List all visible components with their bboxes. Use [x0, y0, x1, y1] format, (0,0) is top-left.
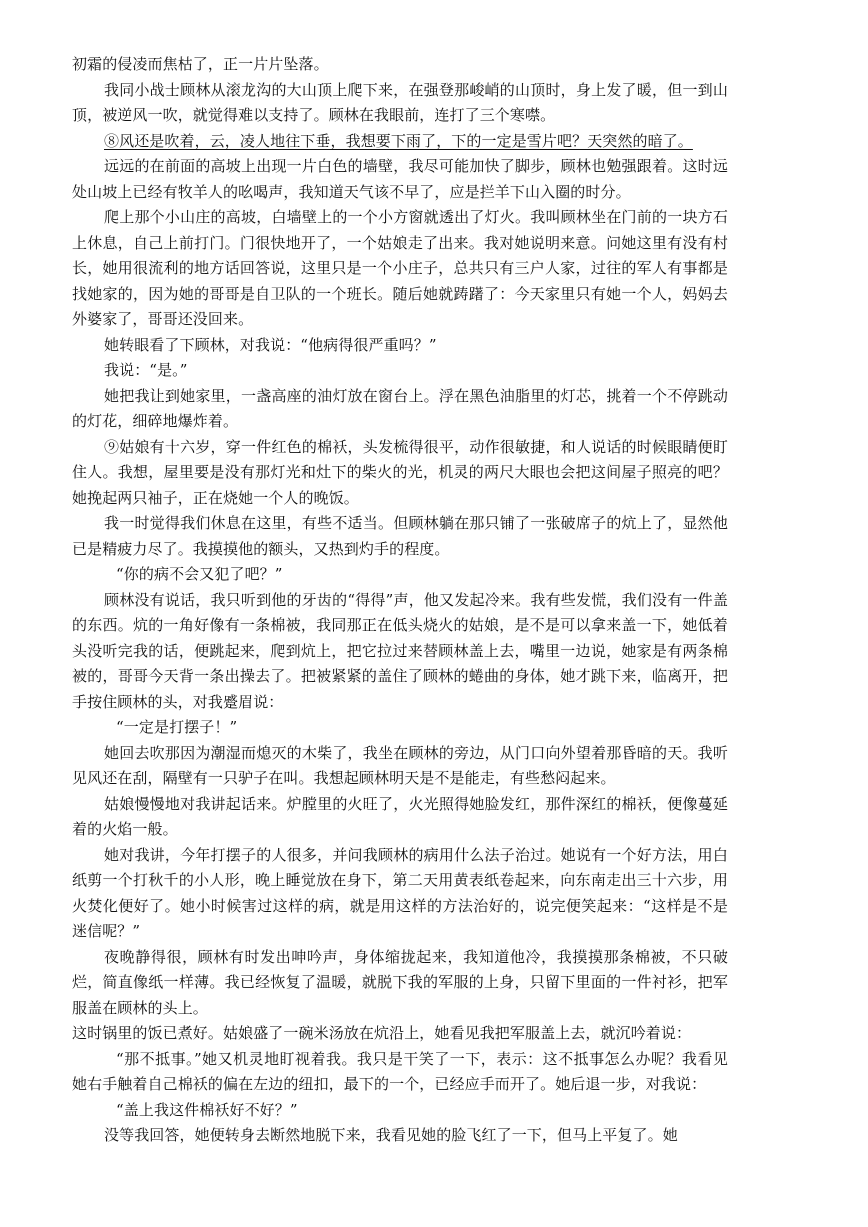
paragraph: 顾林没有说话，我只听到他的牙齿的“得得”声，他又发起冷来。我有些发慌，我们没有一件盖的东西。炕的一角好像有一条棉被，我同那正在低头烧火的姑娘，是不是可以拿来盖一下，她低着头没听完我的话，便跳起来，爬到炕上，把它拉过来替顾林盖上去，嘴里一边说，她家是有两条棉被的，哥哥今天背一条出操去了。把被紧紧的盖住了顾林的蜷曲的身体，她才跳下来，临离开，把手按住顾林的头，对我蹙眉说：: [72, 590, 728, 711]
dialogue-line: “盖上我这件棉袄好不好？”: [116, 1100, 298, 1119]
dialogue-line: “一定是打摆子！”: [116, 718, 238, 736]
paragraph: 没等我回答，她便转身去断然地脱下来，我看见她的脸飞红了一下，但马上平复了。她: [104, 1126, 678, 1144]
paragraph: “那不抵事。”她又机灵地盯视着我。我只是干笑了一下，表示：这不抵事怎么办呢？我看见她右手触着自己棉袄的偏在左边的纽扣，最下的一个，已经应手而开了。她后退一步，对我说：: [72, 1049, 728, 1093]
paragraph: 我同小战士顾林从滚龙沟的大山顶上爬下来，在强登那峻峭的山顶时，身上发了暖，但一到山顶，被逆风一吹，就觉得难以支持了。顾林在我眼前，连打了三个寒噤。: [72, 80, 728, 124]
paragraph: 我一时觉得我们休息在这里，有些不适当。但顾林躺在那只铺了一张破席子的炕上了，显然他已是精疲力尽了。我摸摸他的额头，又热到灼手的程度。: [72, 514, 728, 558]
paragraph: 远远的在前面的高坡上出现一片白色的墙壁，我尽可能加快了脚步，顾林也勉强跟着。这时远处山坡上已经有牧羊人的吆喝声，我知道天气该不早了，应是拦羊下山入圈的时分。: [72, 157, 728, 201]
paragraph: 她对我讲，今年打摆子的人很多，并问我顾林的病用什么法子治过。她说有一个好方法，用白纸剪一个打秋千的小人形，晚上睡觉放在身下，第二天用黄表纸卷起来，向东南走出三十六步，用火焚化便好了。她小时候害过这样的病，就是用这样的方法治好的，说完便笑起来：“这样是不是迷信呢？”: [72, 845, 728, 940]
paragraph: 她回去吹那因为潮湿而熄灭的木柴了，我坐在顾林的旁边，从门口向外望着那昏暗的天。我听见风还在刮，隔壁有一只驴子在叫。我想起顾林明天是不是能走，有些愁闷起来。: [72, 743, 728, 787]
paragraph: 我说：“是。”: [104, 361, 188, 379]
paragraph: 爬上那个小山庄的高坡，白墙壁上的一个小方窗就透出了灯火。我叫顾林坐在门前的一块方石上休息，自己上前打门。门很快地开了，一个姑娘走了出来。我对她说明来意。问她这里有没有村长，她用很流利的地方话回答说，这里只是一个小庄子，总共只有三户人家，过往的军人有事都是找她家的，因为她的哥哥是自卫队的一个班长。随后她就踌躇了：今天家里只有她一个人，妈妈去外婆家了，哥哥还没回来。: [72, 208, 728, 328]
paragraph: ⑨姑娘有十六岁，穿一件红色的棉袄，头发梳得很平，动作很敏捷，和人说话的时候眼睛便盯住人。我想，屋里要是没有那灯光和灶下的柴火的光，机灵的两尺大眼也会把这间屋子照亮的吧？她挽起两只袖子，正在烧她一个人的晚饭。: [72, 437, 728, 507]
paragraph: 初霜的侵凌而焦枯了，正一片片坠落。: [72, 55, 329, 73]
paragraph: 这时锅里的饭已煮好。姑娘盛了一碗米汤放在炕沿上，她看见我把军服盖上去，就沉吟着说：: [72, 1024, 692, 1042]
paragraph: 姑娘慢慢地对我讲起话来。炉膛里的火旺了，火光照得她脸发红，那件深红的棉袄，便像蔓延着的火焰一般。: [72, 794, 728, 838]
paragraph: 她转眼看了下顾林，对我说：“他病得很严重吗？”: [104, 335, 437, 354]
paragraph-underlined: [72, 129, 728, 155]
paragraph: 她把我让到她家里，一盏高座的油灯放在窗台上。浮在黑色油脂里的灯芯，挑着一个不停跳动的灯花，细碎地爆炸着。: [72, 386, 728, 430]
dialogue-line: “你的病不会又犯了吧？”: [116, 565, 283, 583]
document-page: [72, 52, 728, 1149]
paragraph: 夜晚静得很，顾林有时发出呻吟声，身体缩拢起来，我知道他冷，我摸摸那条棉被，不只破烂，简直像纸一样薄。我已经恢复了温暖，就脱下我的军服的上身，只留下里面的一件衬衫，把军服盖在顾林的头上。: [72, 947, 728, 1017]
underlined-sentence: ⑧风还是吹着，云，凌人地往下垂，我想要下雨了，下的一定是雪片吧？天突然的暗了。: [104, 131, 693, 150]
